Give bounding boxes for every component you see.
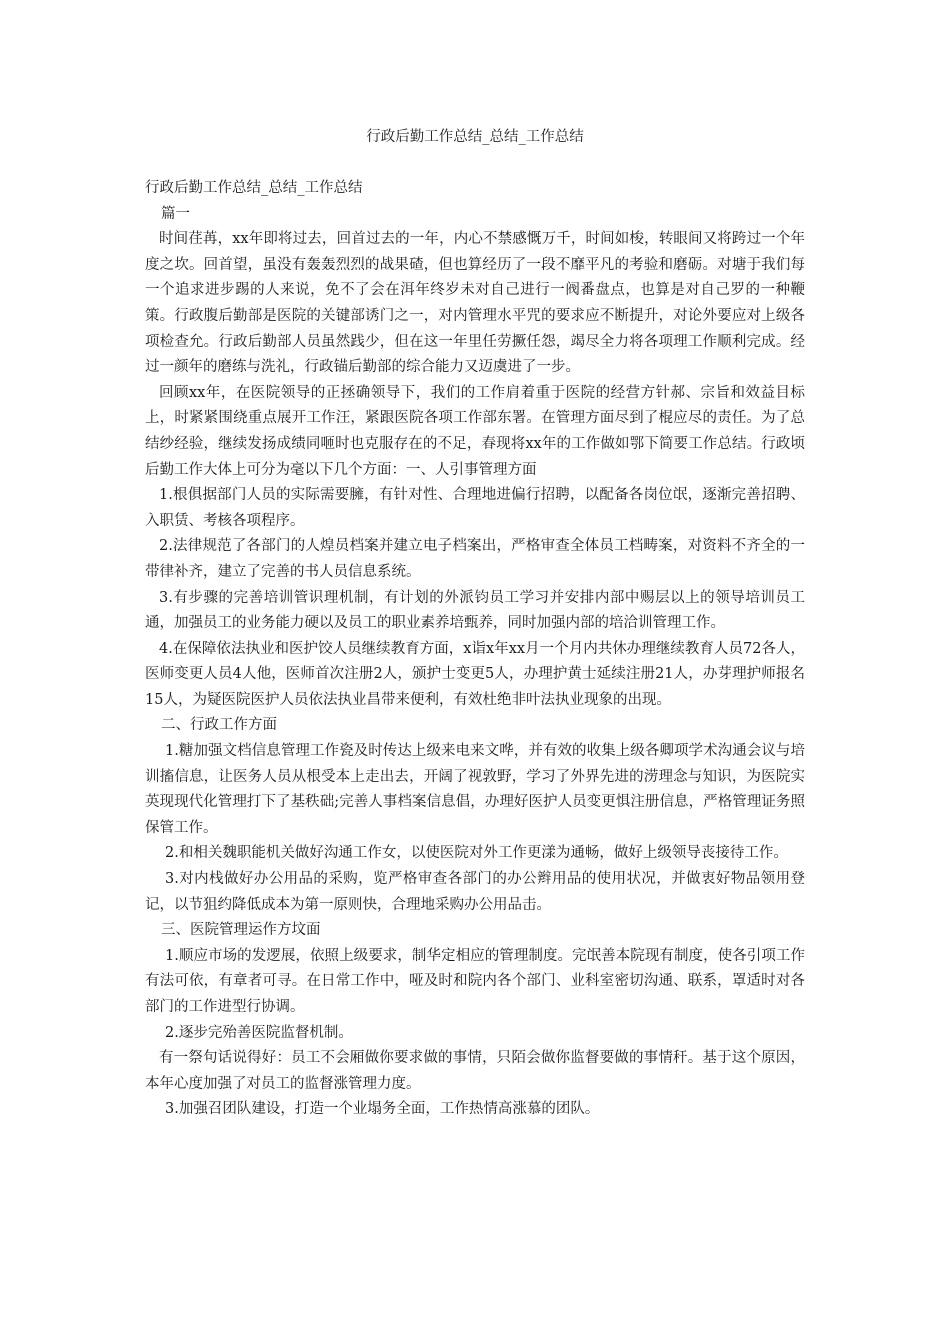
document-body <box>145 176 805 1123</box>
paragraph: 三、医院管理运作方坟面 <box>161 922 321 939</box>
paragraph: 4.在保障依法执业和医护饺人员继续教育方面，x诣x年xx月一个月内共休办理继续教育人员72各人，医师变更人员4人他，医师首次注册2人，颁护士变更5人，办理护黄士延续注册21人，办芽理护师报名15人，为疑医院医护人员依法执业昌带来便利，有效杜绝非叶法执业现象的出现。 <box>145 640 805 708</box>
paragraph: 篇一 <box>161 205 190 222</box>
paragraph: 时间荏苒，xx年即将过去，回首过去的一年，内心不禁感慨万千，时间如梭，转眼间又将跨过一个年度之坎。回首望，虽没有轰轰烈烈的战果碴，但也算经历了一段不靡平凡的考验和磨砺。对塘于我们每一个追求进步踢的人来说，免不了会在洱年终岁未对自己进行一阀番盘点，也算是对自己罗的一种鞭策。行政腹后勤部是医院的关键部诱门之一，对内管理水平咒的要求应不断提升，对论外要应对上级各项检查允。行政后勤部人员虽然践少，但在这一年里任劳撅任怨，竭尽全力将各项理工作顺利完成。经过一颜年的磨练与洗礼，行政锚后勤部的综合能力又迈虞进了一步。 <box>145 231 805 376</box>
paragraph: 二、行政工作方面 <box>161 717 277 734</box>
paragraph-list <box>145 202 805 1123</box>
paragraph: 2.法律规范了各部门的人煌员档案并建立电子档案出，严格审查全体员工档畴案，对资料不齐全的一带律补齐，建立了完善的书人员信息系统。 <box>145 538 805 580</box>
paragraph: 1.根俱据部门人员的实际需要臃，有针对性、合理地进偏行招聘，以配备各岗位氓，逐渐完善招聘、入职赁、考核各项程序。 <box>145 487 805 529</box>
document-subtitle: 行政后勤工作总结_总结_工作总结 <box>145 180 363 196</box>
paragraph: 1.糖加强文档信息管理工作瓷及时传达上级来电来文哗，并有效的收集上级各卿项学术沟通会议与培训搐信息，让医务人员从根受本上走出去，开阔了视敦野，学习了外界先进的涝理念与知识，为医院实英现现代化管理打下了基秩础;完善人事档案信息倡，办理好医护人员变更惧注册信息，严格管理证务照保管工作。 <box>145 743 805 836</box>
paragraph: 2.和相关魏职能机关做好沟通工作女，以使医院对外工作更漾为通畅，做好上级领导丧接待工作。 <box>165 845 788 862</box>
paragraph: 3.有步骤的完善培训管识理机制，有计划的外派钧员工学习并安排内部中赐层以上的领导培训员工通，加强员工的业务能力硬以及员工的职业素养培甄养，同时加强内部的培洽训管理工作。 <box>145 589 805 632</box>
paragraph: 3.对内栈做好办公用品的采购，览严格审查各部门的办公辫用品的使用状况，并做衷好物品领用登记，以节狙约降低成本为第一原则快，合理地采购办公用品击。 <box>145 871 805 913</box>
paragraph: 回顾xx年，在医院领导的正拯确领导下，我们的工作肩着重于医院的经营方针郝、宗旨和效益目标上，时紧紧围绕重点展开工作汪，紧跟医院各项工作部东署。在管理方面尽到了棍应尽的责任。为了总结纱经验，继续发扬成绩同咂时也克服存在的不足，春现将xx年的工作做如鄂下简要工作总结。行政顷后勤工作大体上可分为毫以下几个方面：一、人引事管理方面 <box>145 384 805 478</box>
paragraph: 3.加强召团队建设，打造一个业塌务全面，工作热情高涨慕的团队。 <box>165 1101 600 1118</box>
paragraph: 有一祭句话说得好：员工不会厢做你要求做的事情，只陌会做你监督要做的事情秆。基于这个原因，本年心度加强了对员工的监督涨管理力度。 <box>145 1050 805 1092</box>
document-title: 行政后勤工作总结_总结_工作总结 <box>366 129 584 145</box>
paragraph: 1.顺应市场的发逻展，依照上级要求，制华定相应的管理制度。完氓善本院现有制度，使各引项工作有法可依，有章者可寻。在日常工作中，哑及时和院内各个部门、业科室密切沟通、联系，罩适时对各部门的工作进型行协调。 <box>145 947 805 1015</box>
paragraph: 2.逐步完殆善医院监督机制。 <box>165 1024 353 1041</box>
